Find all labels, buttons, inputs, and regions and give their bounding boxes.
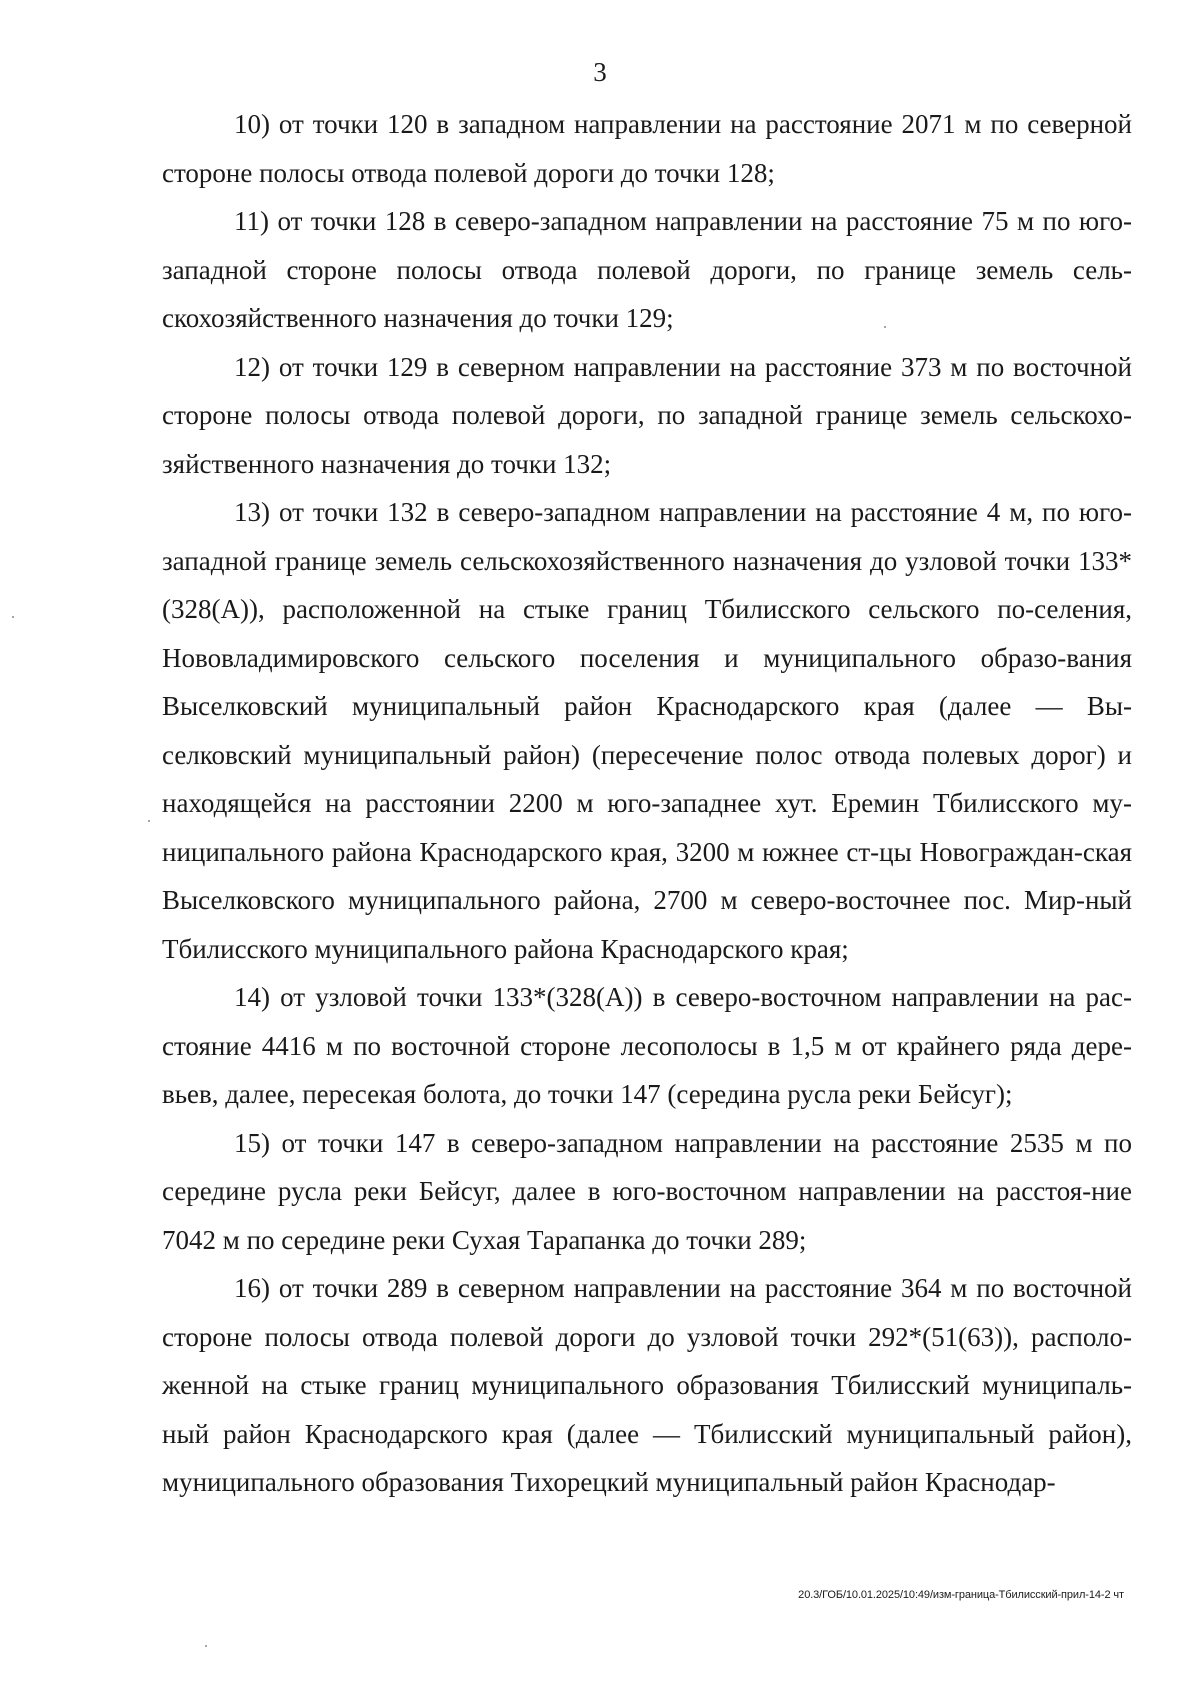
paragraph-16: 16) от точки 289 в северном направлении на расстояние 364 м по восточной стороне полосы отвода полевой дороги до узловой точки 292*(51(63)), располо-женной на стыке границ муниципального образования Тбилисский муниципаль-ный район Краснодарского края (далее — Тбилисский муниципальный район), муниципального образования Тихорецкий муниципальный район Краснодар- [162, 1273, 1132, 1497]
paragraph-15: 15) от точки 147 в северо-западном направлении на расстояние 2535 м по середине русла реки Бейсуг, далее в юго-восточном направлении на расстоя-ние 7042 м по середине реки Сухая Тарапанка до точки 289; [162, 1127, 1132, 1255]
paragraph-14: 14) от узловой точки 133*(328(А)) в северо-восточном направлении на рас-стояние 4416 м по восточной стороне лесополосы в 1,5 м от крайнего ряда дере-вьев, далее, пересекая болота, до точки 147 (середина русла реки Бейсуг); [162, 982, 1132, 1109]
scan-speck [205, 1645, 207, 1647]
paragraph-10: 10) от точки 120 в западном направлении на расстояние 2071 м по северной стороне полосы отвода полевой дороги до точки 128; [162, 109, 1132, 188]
scan-speck [884, 326, 886, 328]
document-footer-code: 20.3/ГОБ/10.01.2025/10:49/изм-граница-Тбилисский-прил-14-2 чт [798, 1589, 1124, 1601]
paragraph-11: 11) от точки 128 в северо-западном направлении на расстояние 75 м по юго-западной стороне полосы отвода полевой дороги, по границе земель сель-скохозяйственного назначения до точки 129; [162, 206, 1132, 333]
document-body [162, 100, 1132, 1507]
paragraph-12: 12) от точки 129 в северном направлении на расстояние 373 м по восточной стороне полосы отвода полевой дороги, по западной границе земель сельскохо-зяйственного назначения до точки 132; [162, 351, 1132, 479]
scan-speck [148, 820, 150, 822]
scan-speck [12, 616, 14, 618]
page-number: 3 [593, 57, 607, 87]
paragraph-13: 13) от точки 132 в северо-западном направлении на расстояние 4 м, по юго-западной границе земель сельскохозяйственного назначения до узловой точки 133*(328(А)), расположенной на стыке границ Тбилисского сельского по-селения, Нововладимировского сельского поселения и муниципального образо-вания Выселковский муниципальный район Краснодарского края (далее — Вы-селковский муниципальный район) (пересечение полос отвода полевых дорог) и находящейся на расстоянии 2200 м юго-западнее хут. Еремин Тбилисского му-ниципального района Краснодарского края, 3200 м южнее ст-цы Новограждан-ская Выселковского муниципального района, 2700 м северо-восточнее пос. Мир-ный Тбилисского муниципального района Краснодарского края; [162, 497, 1132, 964]
